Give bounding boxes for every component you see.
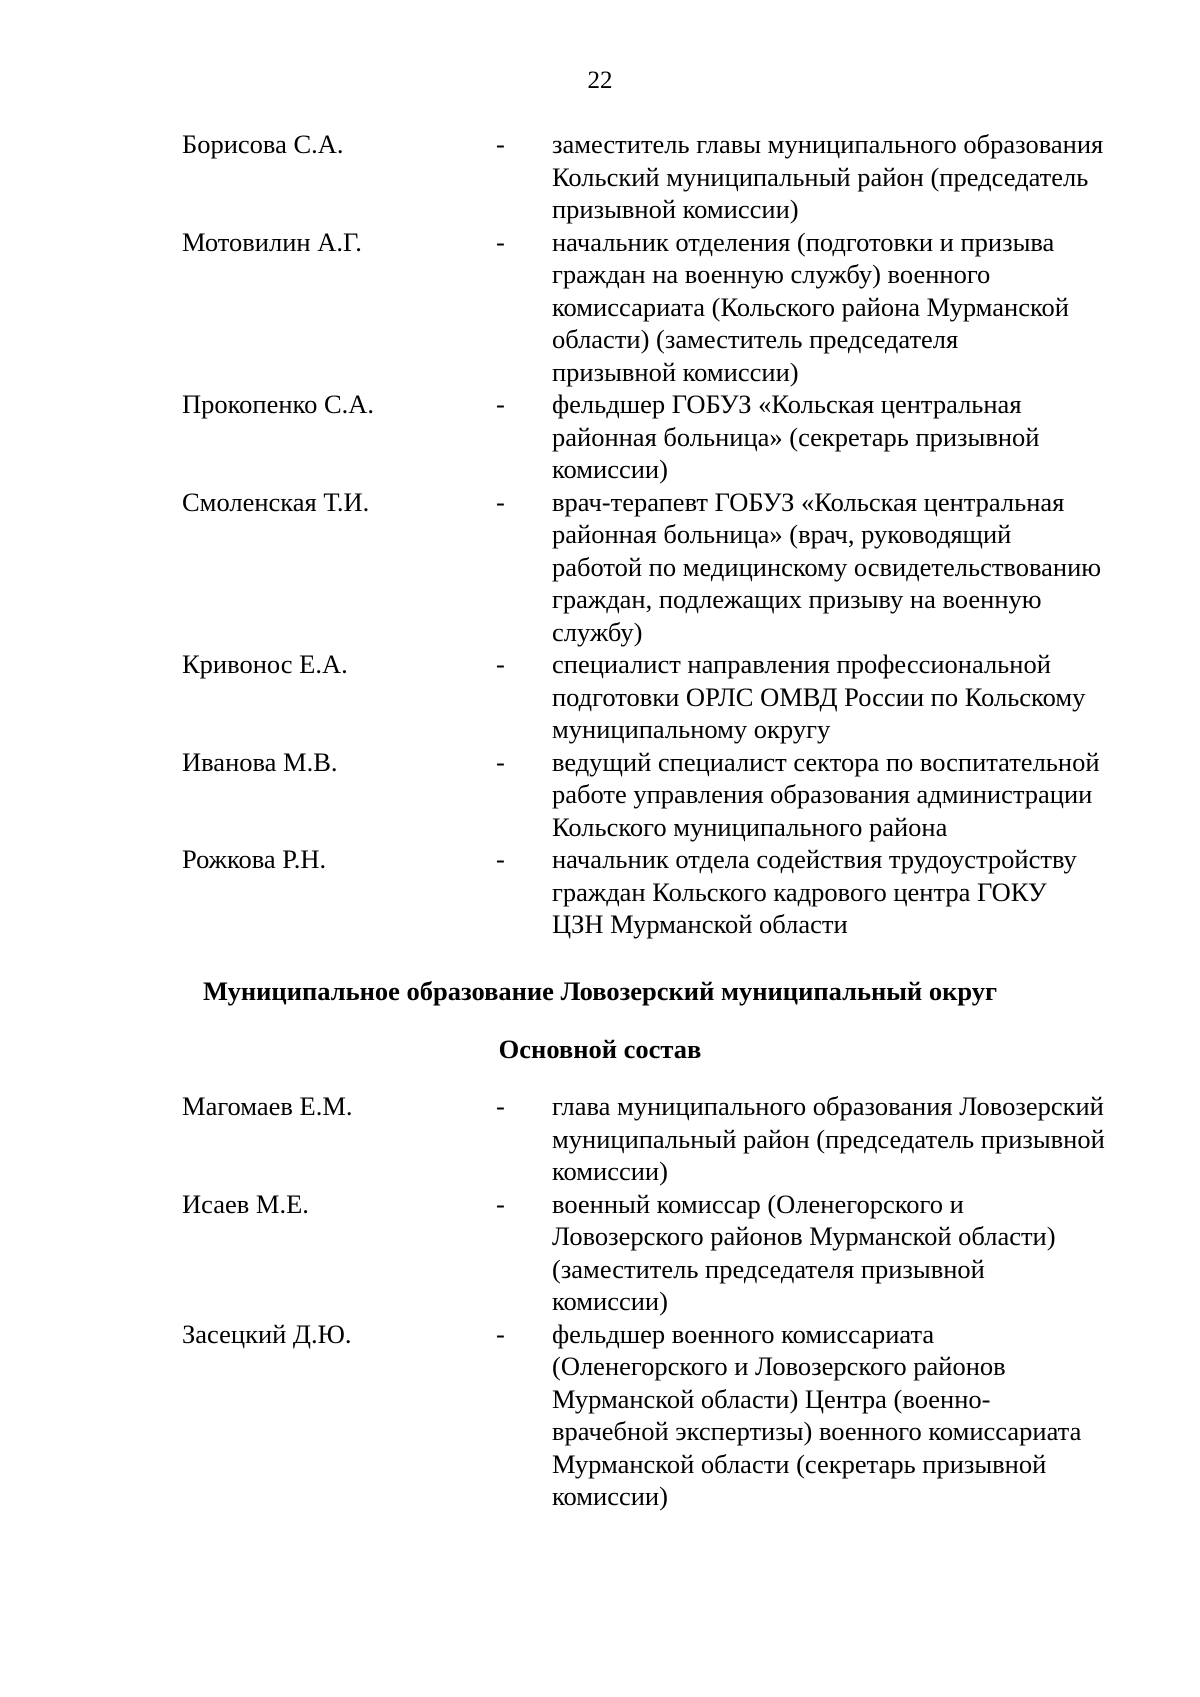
member-role: фельдшер ГОБУЗ «Кольская центральная районная больница» (секретарь призывной комиссии) — [552, 389, 1040, 484]
separator-dash: - — [496, 1188, 505, 1219]
separator-dash: - — [496, 746, 505, 777]
composition-heading: Основной состав — [498, 1034, 702, 1064]
member-name: Мотовилин А.Г. — [182, 226, 362, 257]
member-entry — [0, 1090, 1200, 1188]
member-name: Рожкова Р.Н. — [182, 844, 327, 874]
separator-dash: - — [496, 1318, 505, 1349]
member-list-lovozero — [0, 1090, 1200, 1513]
member-role: ведущий специалист сектора по воспитательной работе управления образования администрации Кольского муниципального района — [552, 746, 1100, 842]
member-entry — [0, 128, 1200, 226]
member-role: специалист направления профессиональной подготовки ОРЛС ОМВД России по Кольскому муниципальному округу — [552, 649, 1086, 744]
separator-dash: - — [496, 486, 505, 517]
member-entry — [0, 388, 1200, 486]
separator-dash: - — [496, 649, 505, 679]
separator-dash: - — [496, 1091, 505, 1121]
separator-dash: - — [496, 226, 505, 257]
member-list-kola — [0, 128, 1200, 941]
member-role: заместитель главы муниципального образования Кольский муниципальный район (председатель призывной комиссии) — [552, 129, 1104, 224]
member-entry — [0, 648, 1200, 746]
member-name: Исаев М.Е. — [182, 1188, 309, 1219]
separator-dash: - — [496, 844, 505, 874]
member-role: военный комиссар (Оленегорского и Ловозерского районов Мурманской области) (заместитель председателя призывной комиссии) — [552, 1188, 1056, 1316]
member-name: Иванова М.В. — [182, 746, 338, 777]
member-role: начальник отдела содействия трудоустройству граждан Кольского кадрового центра ГОКУ ЦЗН Мурманской области — [552, 844, 1077, 939]
separator-dash: - — [496, 129, 505, 159]
member-role: фельдшер военного комиссариата (Оленегорского и Ловозерского районов Мурманской области) Центра (военно- врачебной экспертизы) военного комиссариата Мурманской области (секретарь призывной комиссии) — [552, 1318, 1082, 1511]
member-entry — [0, 226, 1200, 389]
member-entry — [0, 1318, 1200, 1513]
member-role: начальник отделения (подготовки и призыва граждан на военную службу) военного комиссариата (Кольского района Мурманской области) (заместитель председателя призывной комиссии) — [552, 226, 1069, 387]
member-entry — [0, 486, 1200, 649]
member-name: Магомаев Е.М. — [182, 1091, 353, 1121]
member-entry — [0, 746, 1200, 844]
member-role: врач-терапевт ГОБУЗ «Кольская центральная районная больница» (врач, руководящий работой по медицинскому освидетельствованию граждан, подлежащих призыву на военную службу) — [552, 486, 1102, 647]
member-name: Кривонос Е.А. — [182, 649, 348, 679]
municipality-heading: Муниципальное образование Ловозерский муниципальный округ — [202, 976, 998, 1006]
member-name: Борисова С.А. — [182, 129, 344, 159]
member-role: глава муниципального образования Ловозерский муниципальный район (председатель призывной комиссии) — [552, 1091, 1105, 1186]
member-entry — [0, 1188, 1200, 1318]
member-name: Смоленская Т.И. — [182, 486, 370, 517]
member-entry — [0, 843, 1200, 941]
separator-dash: - — [496, 389, 505, 419]
member-name: Прокопенко С.А. — [182, 389, 375, 419]
member-name: Засецкий Д.Ю. — [182, 1318, 352, 1349]
page-number: 22 — [587, 67, 613, 94]
